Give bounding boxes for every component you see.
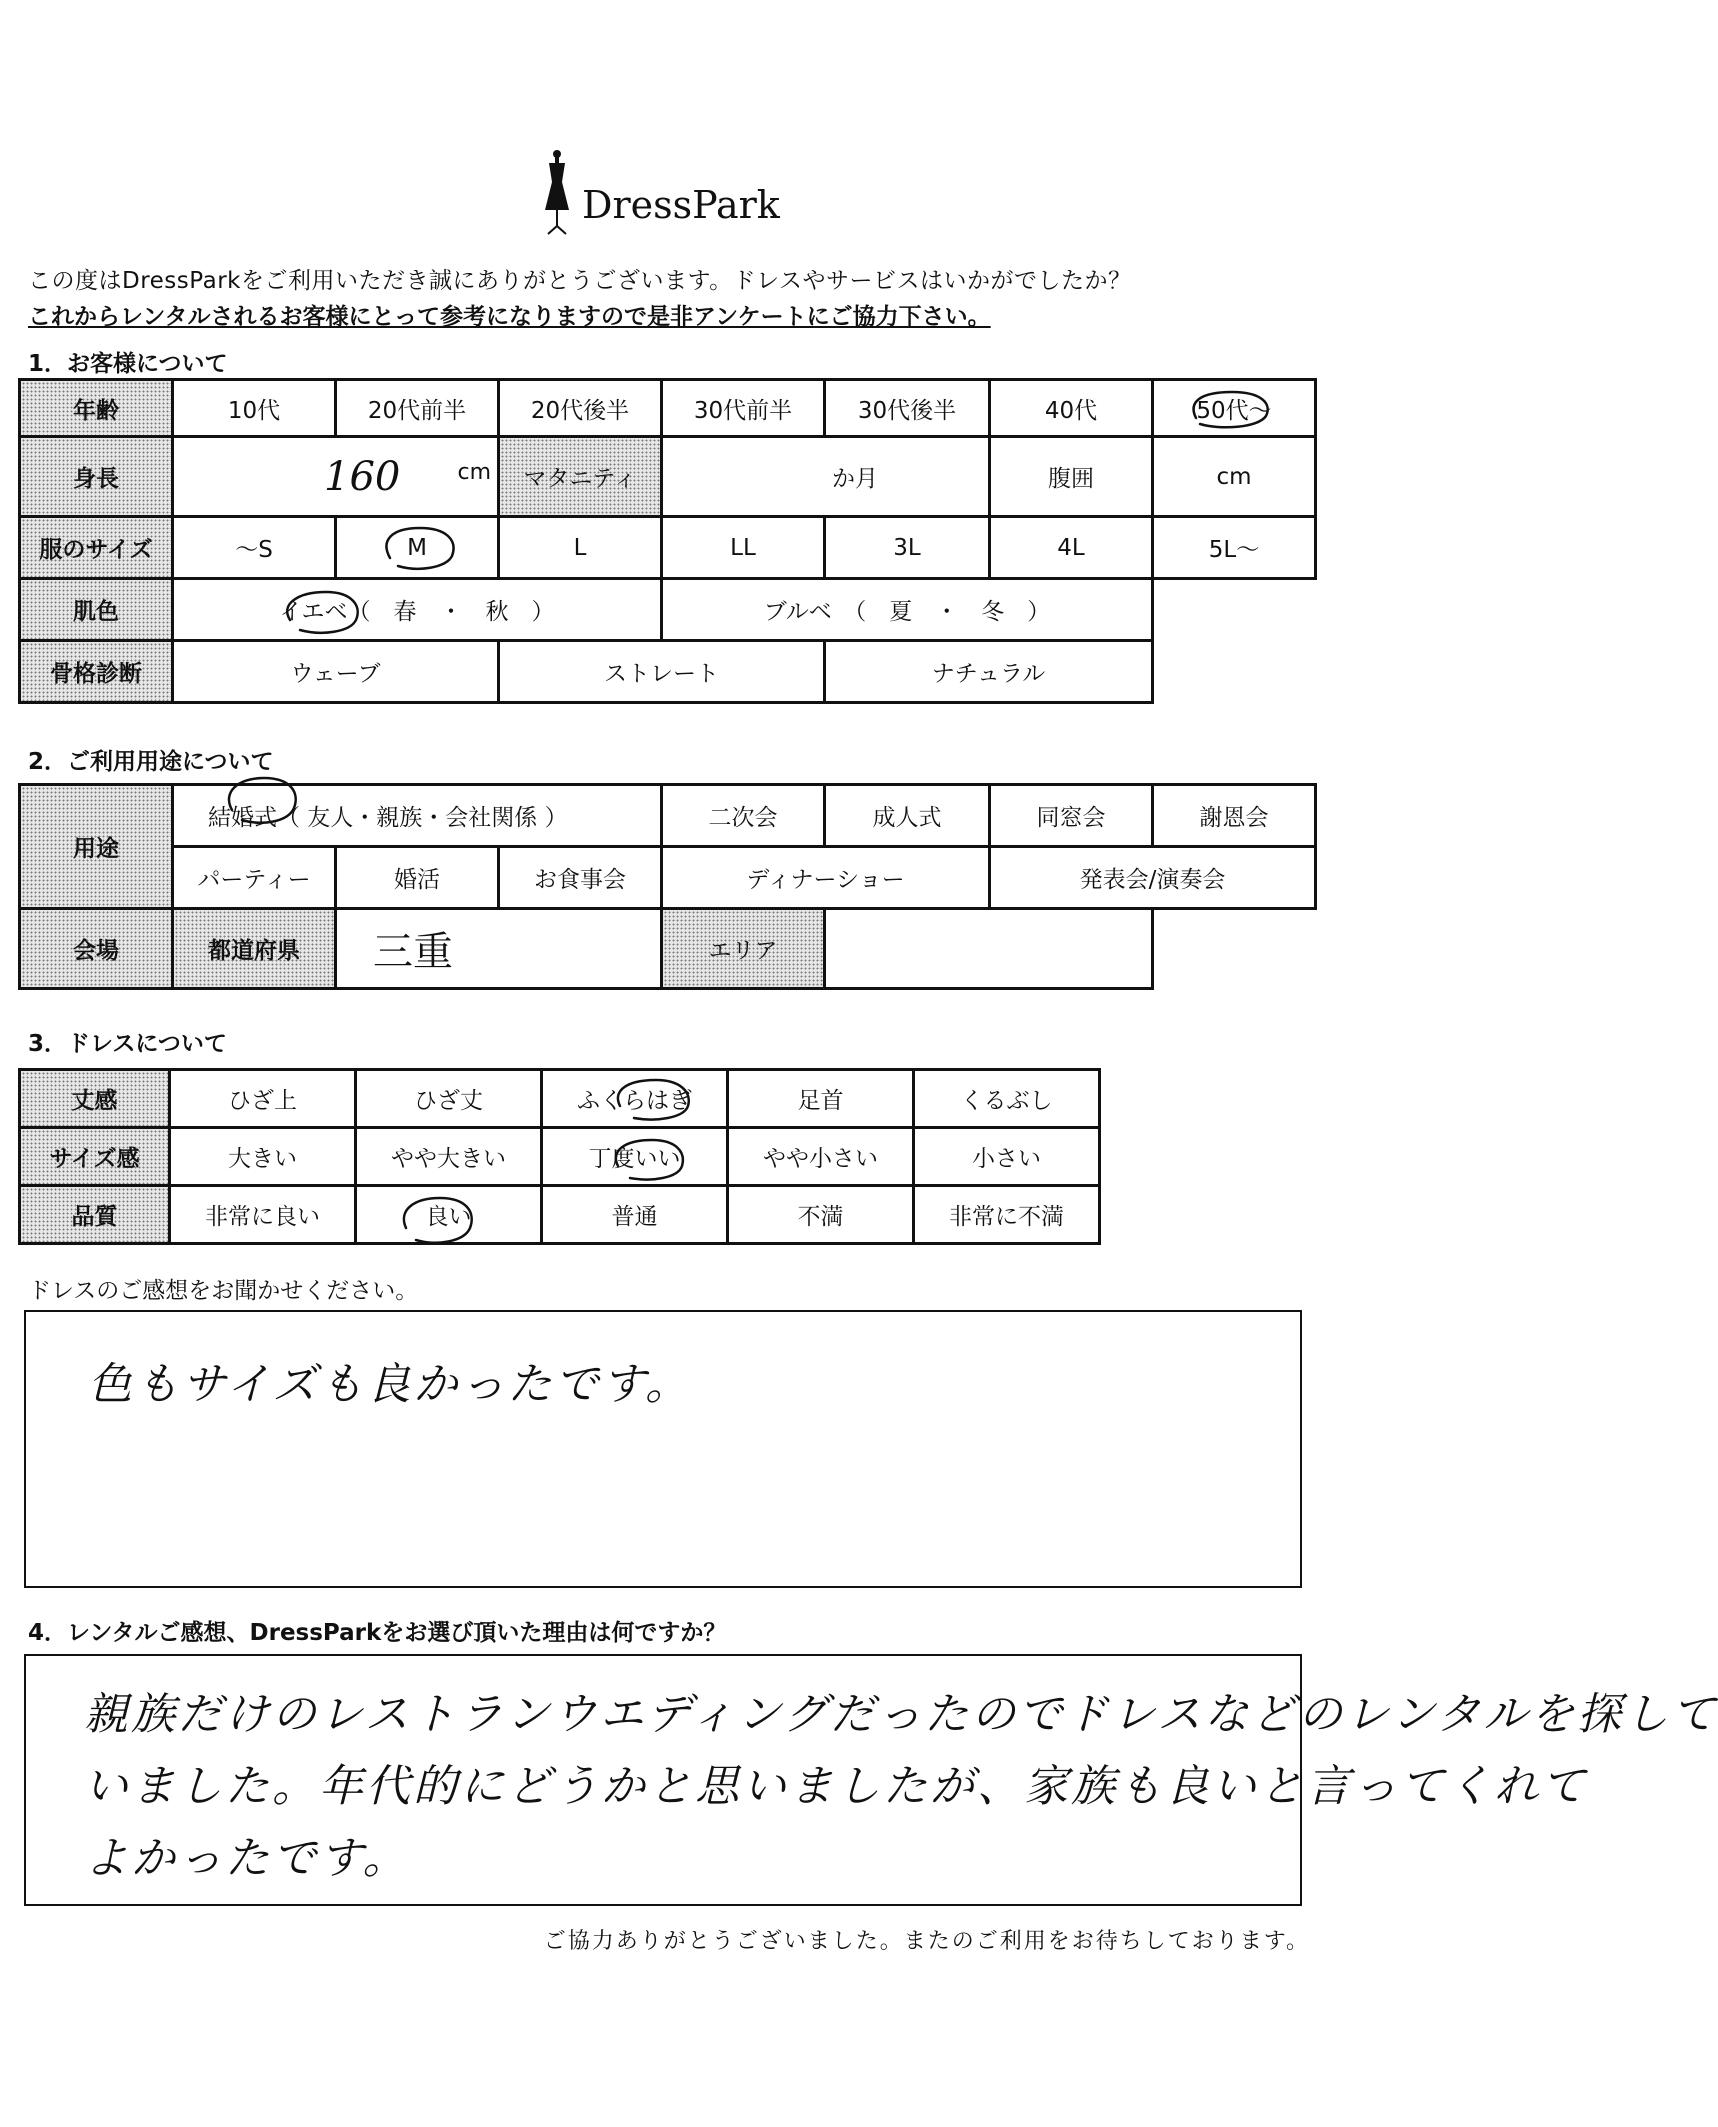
skin-yellow-seasons: （ 春 ・ 秋 ） xyxy=(347,599,555,625)
area-label: エリア xyxy=(662,909,825,989)
size-option[interactable]: 5L〜 xyxy=(1153,517,1316,579)
fit-option-selected[interactable]: 丁度いい xyxy=(542,1128,728,1186)
skin-blue: ブルベ xyxy=(763,599,832,625)
waist-label: 腹囲 xyxy=(990,437,1153,517)
length-option[interactable]: 足首 xyxy=(728,1070,914,1128)
fit-option[interactable]: 小さい xyxy=(914,1128,1100,1186)
length-option[interactable]: くるぶし xyxy=(914,1070,1100,1128)
fit-option[interactable]: やや小さい xyxy=(728,1128,914,1186)
usage-wedding: 結婚式 xyxy=(208,805,277,831)
skeleton-option[interactable]: ストレート xyxy=(499,641,825,703)
fit-option[interactable]: 大きい xyxy=(170,1128,356,1186)
usage-option[interactable]: 成人式 xyxy=(825,785,990,847)
quality-option[interactable]: 非常に良い xyxy=(170,1186,356,1244)
age-label: 年齢 xyxy=(20,380,173,437)
quality-option-selected[interactable]: 良い xyxy=(356,1186,542,1244)
footer-thanks: ご協力ありがとうございました。またのご利用をお待ちしております。 xyxy=(543,1929,1310,1954)
venue-label: 会場 xyxy=(20,909,173,989)
intro-line-2: これからレンタルされるお客様にとって参考になりますので是非アンケートにご協力下さい。 xyxy=(28,304,991,330)
skeleton-option[interactable]: ナチュラル xyxy=(825,641,1153,703)
reason-line: 親族だけのレストランウエディングだったのでドレスなどのレンタルを探して xyxy=(84,1689,1718,1740)
skin-yellow: イエベ xyxy=(279,599,348,625)
section4-title: 4．レンタルご感想、DressParkをお選び頂いた理由は何ですか？ xyxy=(28,1620,727,1646)
usage-label: 用途 xyxy=(20,785,173,909)
size-option[interactable]: 〜S xyxy=(173,517,336,579)
usage-option[interactable]: パーティー xyxy=(173,847,336,909)
fit-selection-mark xyxy=(616,1140,683,1180)
usage-option[interactable]: 婚活 xyxy=(336,847,499,909)
waist-unit[interactable]: cm xyxy=(1153,437,1316,517)
skeleton-option[interactable]: ウェーブ xyxy=(173,641,499,703)
brand-name: DressPark xyxy=(582,183,780,227)
skin-blue-seasons: （ 夏 ・ 冬 ） xyxy=(854,599,1051,625)
length-option-selected[interactable]: ふくらはぎ xyxy=(542,1070,728,1128)
length-label: 丈感 xyxy=(20,1070,170,1128)
age-option[interactable]: 40代 xyxy=(990,380,1153,437)
section2-title: 2．ご利用用途について xyxy=(28,749,274,775)
usage-option[interactable]: 同窓会 xyxy=(990,785,1153,847)
usage-option[interactable]: 謝恩会 xyxy=(1153,785,1316,847)
quality-label: 品質 xyxy=(20,1186,170,1244)
height-label: 身長 xyxy=(20,437,173,517)
age-option[interactable]: 20代前半 xyxy=(336,380,499,437)
quality-option[interactable]: 非常に不満 xyxy=(914,1186,1100,1244)
size-option[interactable]: 3L xyxy=(825,517,990,579)
maternity-label: マタニティ xyxy=(499,437,662,517)
usage-option[interactable]: 二次会 xyxy=(662,785,825,847)
intro-line-1: この度はDressParkをご利用いただき誠にありがとうございます。ドレスやサービスはいかがでしたか？ xyxy=(28,268,1132,294)
usage-option[interactable]: ディナーショー xyxy=(662,847,990,909)
age-option[interactable]: 30代後半 xyxy=(825,380,990,437)
size-option[interactable]: L xyxy=(499,517,662,579)
length-option[interactable]: ひざ丈 xyxy=(356,1070,542,1128)
quality-selection-mark xyxy=(404,1198,472,1243)
skin-label: 肌色 xyxy=(20,579,173,641)
size-option-selected[interactable]: M xyxy=(336,517,499,579)
section3-title: 3．ドレスについて xyxy=(28,1031,227,1057)
size-option[interactable]: 4L xyxy=(990,517,1153,579)
age-option[interactable]: 20代後半 xyxy=(499,380,662,437)
length-option[interactable]: ひざ上 xyxy=(170,1070,356,1128)
maternity-months[interactable]: か月 xyxy=(662,437,990,517)
fit-option[interactable]: やや大きい xyxy=(356,1128,542,1186)
size-option[interactable]: LL xyxy=(662,517,825,579)
usage-option[interactable]: 発表会/演奏会 xyxy=(990,847,1316,909)
size-selection-mark xyxy=(387,528,454,569)
prefecture-value: 三重 xyxy=(373,929,453,975)
skeleton-label: 骨格診断 xyxy=(20,641,173,703)
comments-text: 色もサイズも良かったです。 xyxy=(88,1359,692,1410)
prefecture-label: 都道府県 xyxy=(173,909,336,989)
usage-selection-mark xyxy=(229,778,296,823)
reason-line: よかったです。 xyxy=(84,1833,410,1884)
age-option[interactable]: 10代 xyxy=(173,380,336,437)
reason-line: いました。年代的にどうかと思いましたが、家族も良いと言ってくれて xyxy=(84,1761,1588,1812)
skin-selection-mark xyxy=(287,592,357,633)
length-selection-mark xyxy=(618,1080,689,1120)
age-selection-mark xyxy=(1194,392,1268,427)
height-unit: cm xyxy=(457,460,491,485)
height-value: 160 xyxy=(324,454,401,500)
size-label: 服のサイズ xyxy=(20,517,173,579)
quality-option[interactable]: 不満 xyxy=(728,1186,914,1244)
fit-label: サイズ感 xyxy=(20,1128,170,1186)
age-option[interactable]: 30代前半 xyxy=(662,380,825,437)
comments-label: ドレスのご感想をお聞かせください。 xyxy=(28,1278,419,1304)
usage-option[interactable]: お食事会 xyxy=(499,847,662,909)
quality-option[interactable]: 普通 xyxy=(542,1186,728,1244)
section1-title: 1．お客様について xyxy=(28,351,228,377)
age-option-selected[interactable]: 50代〜 xyxy=(1153,380,1316,437)
usage-wedding-detail: （ 友人・親族・会社関係 ） xyxy=(277,805,568,831)
